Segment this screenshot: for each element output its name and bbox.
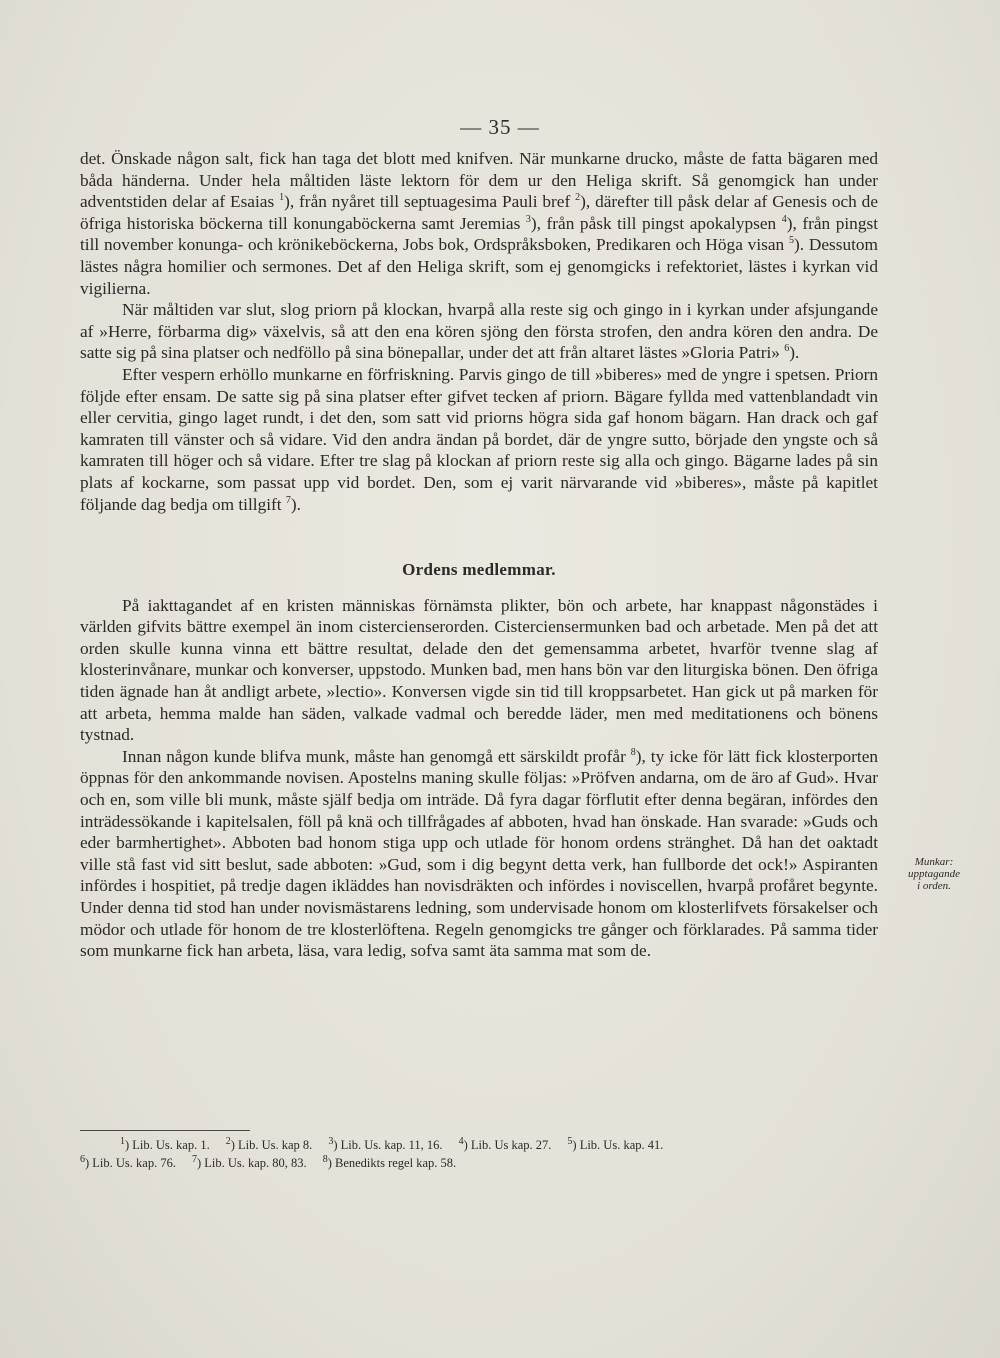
footnote-number: 2 [225,1135,231,1147]
footnote: $^7$) Lib. Us. kap. 80, 83. [191,1153,307,1170]
footnote: $^1$) Lib. Us. kap. 1. [120,1135,210,1152]
footnotes [80,1136,878,1172]
footnote-number: 6 [80,1153,85,1165]
footnote: $^8$) Benedikts regel kap. 58. [322,1153,457,1170]
top-paragraphs [80,148,878,515]
footnote-number: 8 [322,1153,328,1165]
footnote-line [80,1136,878,1154]
footnote-line [80,1154,878,1172]
footnote-ref: 8 [630,747,636,759]
paragraph: Innan någon kunde blifva munk, måste han genomgå ett särskildt profår $^8$), ty icke för lätt fick klosterporten öppnas för den ankommande novisen. Apostelns maning skulle följas: »Pröfven andarna, om de äro af Gud». Hvar och en, som ville bli munk, måste själf bedja om inträde. Då fyra dagar förflutit efter denna begäran, infördes den inträdessökande i kapitelsalen, föll på knä och tillfrågades af abboten, hvad han önskade. Han svarade: »Guds och eder barmhertighet». Abboten bad honom stiga upp och utlade för honom ordens stränghet. Då han det oaktadt ville stå fast vid sitt beslut, sade abboten: »Gud, som i dig begynt detta verk, han fullborde det ock!» Aspiranten infördes i hospitiet, på tredje dagen ikläddes han novisdräkten och infördes i noviscellen, hvarpå profåret begynte. Under denna tid stod han under novismästarens ledning, som undervisade honom om klosterlifvets försakelser och mödor och utlade för honom de tre klosterlöftena. Regeln genomgicks tre gånger och förklarades. På samma tider som munkarne fick han arbeta, läsa, vara ledig, sofva samt äta samma mat som de. [80,746,879,961]
footnote-ref: 4 [781,214,787,226]
footnote-number: 7 [191,1153,197,1165]
margin-note-line: i orden. [917,880,951,892]
margin-note-line: Munkar: [914,856,954,868]
footnote-number: 3 [328,1135,334,1147]
footnote: $^5$) Lib. Us. kap. 41. [567,1135,664,1152]
body-text [80,148,878,962]
footnote: $^2$) Lib. Us. kap 8. [225,1135,313,1152]
footnote-ref: 5 [788,235,794,247]
footnote-number: 5 [567,1135,573,1147]
footnote: $^6$) Lib. Us. kap. 76. [80,1153,176,1170]
section-paragraphs [80,595,878,962]
footnote-number: 4 [458,1135,464,1147]
footnote-ref: 6 [784,343,790,355]
footnote-ref: 1 [279,192,285,204]
margin-note-line: upptagande [908,868,960,880]
page-number: — 35 — [460,115,540,139]
footnote-ref: 2 [575,192,581,204]
footnote-ref: 7 [285,494,291,506]
margin-note [884,856,984,892]
section-heading: Ordens medlemmar. [402,560,556,580]
paragraph: När måltiden var slut, slog priorn på klockan, hvarpå alla reste sig och gingo in i kyrkan under afsjungande af »Herre, förbarma dig» växelvis, så att den ena kören sjöng den första strofen, den andra kören den andra. De satte sig på sina platser och nedföllo på sina bönepallar, under det att från altaret lästes »Gloria Patri» $^6$). [80,300,878,363]
footnote: $^4$) Lib. Us kap. 27. [458,1135,552,1152]
footnote: $^3$) Lib. Us. kap. 11, 16. [328,1135,443,1152]
paragraph: det. Önskade någon salt, fick han taga det blott med knifven. När munkarne drucko, måste de fatta bägaren med båda händerna. Under hela måltiden läste lektorn för dem ur den Heliga skrift. Så genomgick han under adventstiden delar af Esaias $^1$), från nyåret till septuagesima Pauli bref $^2$), därefter till påsk delar af Genesis och de öfriga historiska böckerna till konungaböckerna samt Jeremias $^3$), från påsk till pingst apokalypsen $^4$), från pingst till november konunga- och krönikeböckerna, Jobs bok, Ordspråksboken, Predikaren och Höga visan $^5$). Dessutom lästes några homilier och sermones. Det af den Heliga skrift, som ej genomgicks i refektoriet, lästes i kyrkan vid vigilierna. [80,149,878,298]
footnote-ref: 3 [525,214,531,226]
paragraph: På iakttagandet af en kristen människas förnämsta plikter, bön och arbete, har knappast någonstädes i världen gifvits bättre exempel än inom cistercienserorden. Cisterciensermunken bad och arbetade. Men på det att orden skulle kunna vinna ett bättre resultat, delade den det gemensamma arbetet, hvarför tvenne slag af klosterinvånare, munkar och konverser, uppstodo. Munken bad, men hans bön var den liturgiska bönen. Den öfriga tiden ägnade han åt andligt arbete, »lectio». Konversen vigde sin tid till kroppsarbetet. Han gick ut på marken för att arbeta, hemma malde han säden, valkade vadmal och beredde läder, men med meditationens och bönens tystnad. [80,595,878,745]
paragraph: Efter vespern erhöllo munkarne en förfriskning. Parvis gingo de till »biberes» med de yngre i spetsen. Priorn följde efter ensam. De satte sig på sina platser efter gifvet tecken af priorn. Bägare fyllda med vattenblandadt vin eller cervitia, gingo laget rundt, i det den, som satt vid priorns högra sida gaf honom bägarn. Han drack och gaf kamraten till vänster och så vidare. Vid den andra ändan på bordet, där de yngre sutto, började den yngste och så kamraten till höger och så vidare. Efter tre slag på klockan af priorn reste sig alla och gingo. Bägarne lades på sin plats af kockarne, som passat upp vid bordet. Den, som ej varit närvarande vid »biberes», måste på kapitlet följande dag bedja om tillgift $^7$). [80,364,878,514]
footnote-divider [80,1130,250,1131]
footnote-number: 1 [120,1135,125,1147]
